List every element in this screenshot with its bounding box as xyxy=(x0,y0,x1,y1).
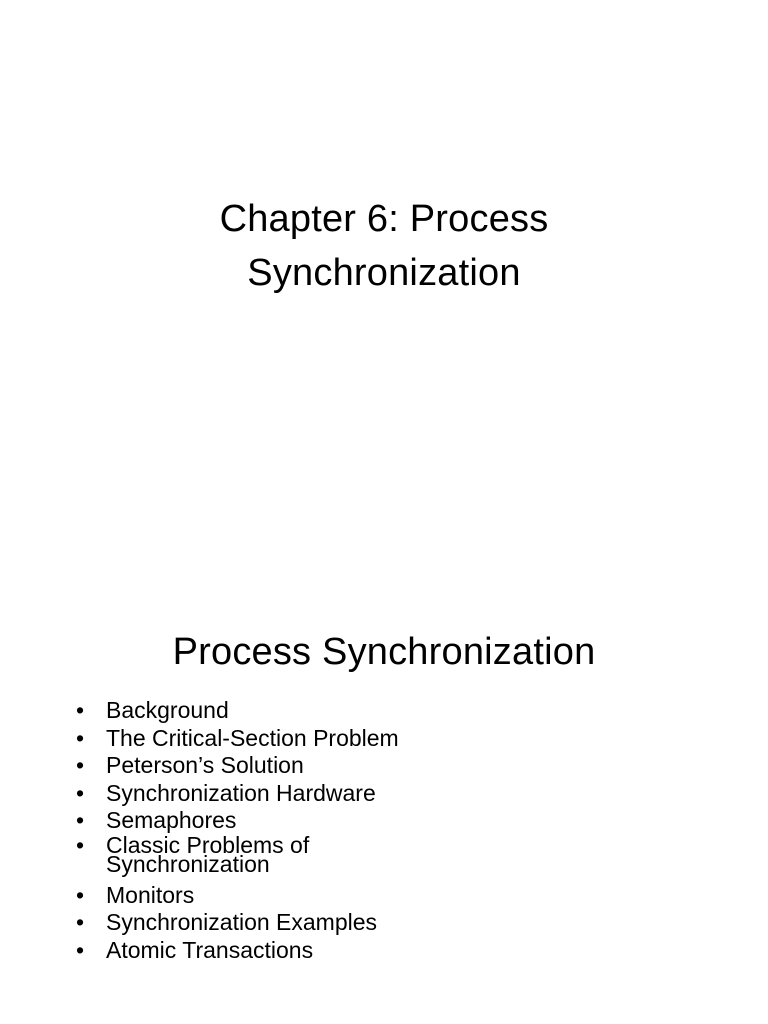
list-item-label: Atomic Transactions xyxy=(106,936,314,963)
list-item-label: Synchronization Examples xyxy=(106,909,378,935)
list-item-label: Background xyxy=(106,697,229,723)
list-item-label: Classic Problems of Synchronization xyxy=(106,831,310,877)
bullet-icon: • xyxy=(76,697,85,723)
list-item xyxy=(0,883,399,911)
chapter-title xyxy=(0,192,768,300)
bullet-icon: • xyxy=(76,779,85,806)
list-item xyxy=(0,938,399,966)
list-item xyxy=(0,831,399,883)
list-item xyxy=(0,910,399,938)
list-item xyxy=(0,781,399,809)
list-item-label: The Critical-Section Problem xyxy=(106,724,399,751)
list-item xyxy=(0,753,399,781)
bullet-icon: • xyxy=(76,909,85,935)
list-item-label: Synchronization Hardware xyxy=(106,779,376,806)
list-item-label: Peterson’s Solution xyxy=(106,752,304,778)
chapter-title-line-2: Synchronization xyxy=(247,252,521,294)
bullet-icon: • xyxy=(76,807,85,833)
list-item-label: Monitors xyxy=(106,881,195,908)
bullet-icon: • xyxy=(76,831,85,858)
outline-slide xyxy=(0,576,768,1024)
list-item-label: Semaphores xyxy=(106,807,237,833)
bullet-list xyxy=(0,698,399,965)
chapter-title-line-1: Chapter 6: Process xyxy=(219,198,549,240)
bullet-icon: • xyxy=(76,936,85,963)
list-item xyxy=(0,726,399,754)
bullet-icon: • xyxy=(76,881,85,908)
slide-title: Process Synchronization xyxy=(172,631,596,673)
bullet-icon: • xyxy=(76,752,85,778)
list-item xyxy=(0,698,399,726)
bullet-icon: • xyxy=(76,724,85,751)
